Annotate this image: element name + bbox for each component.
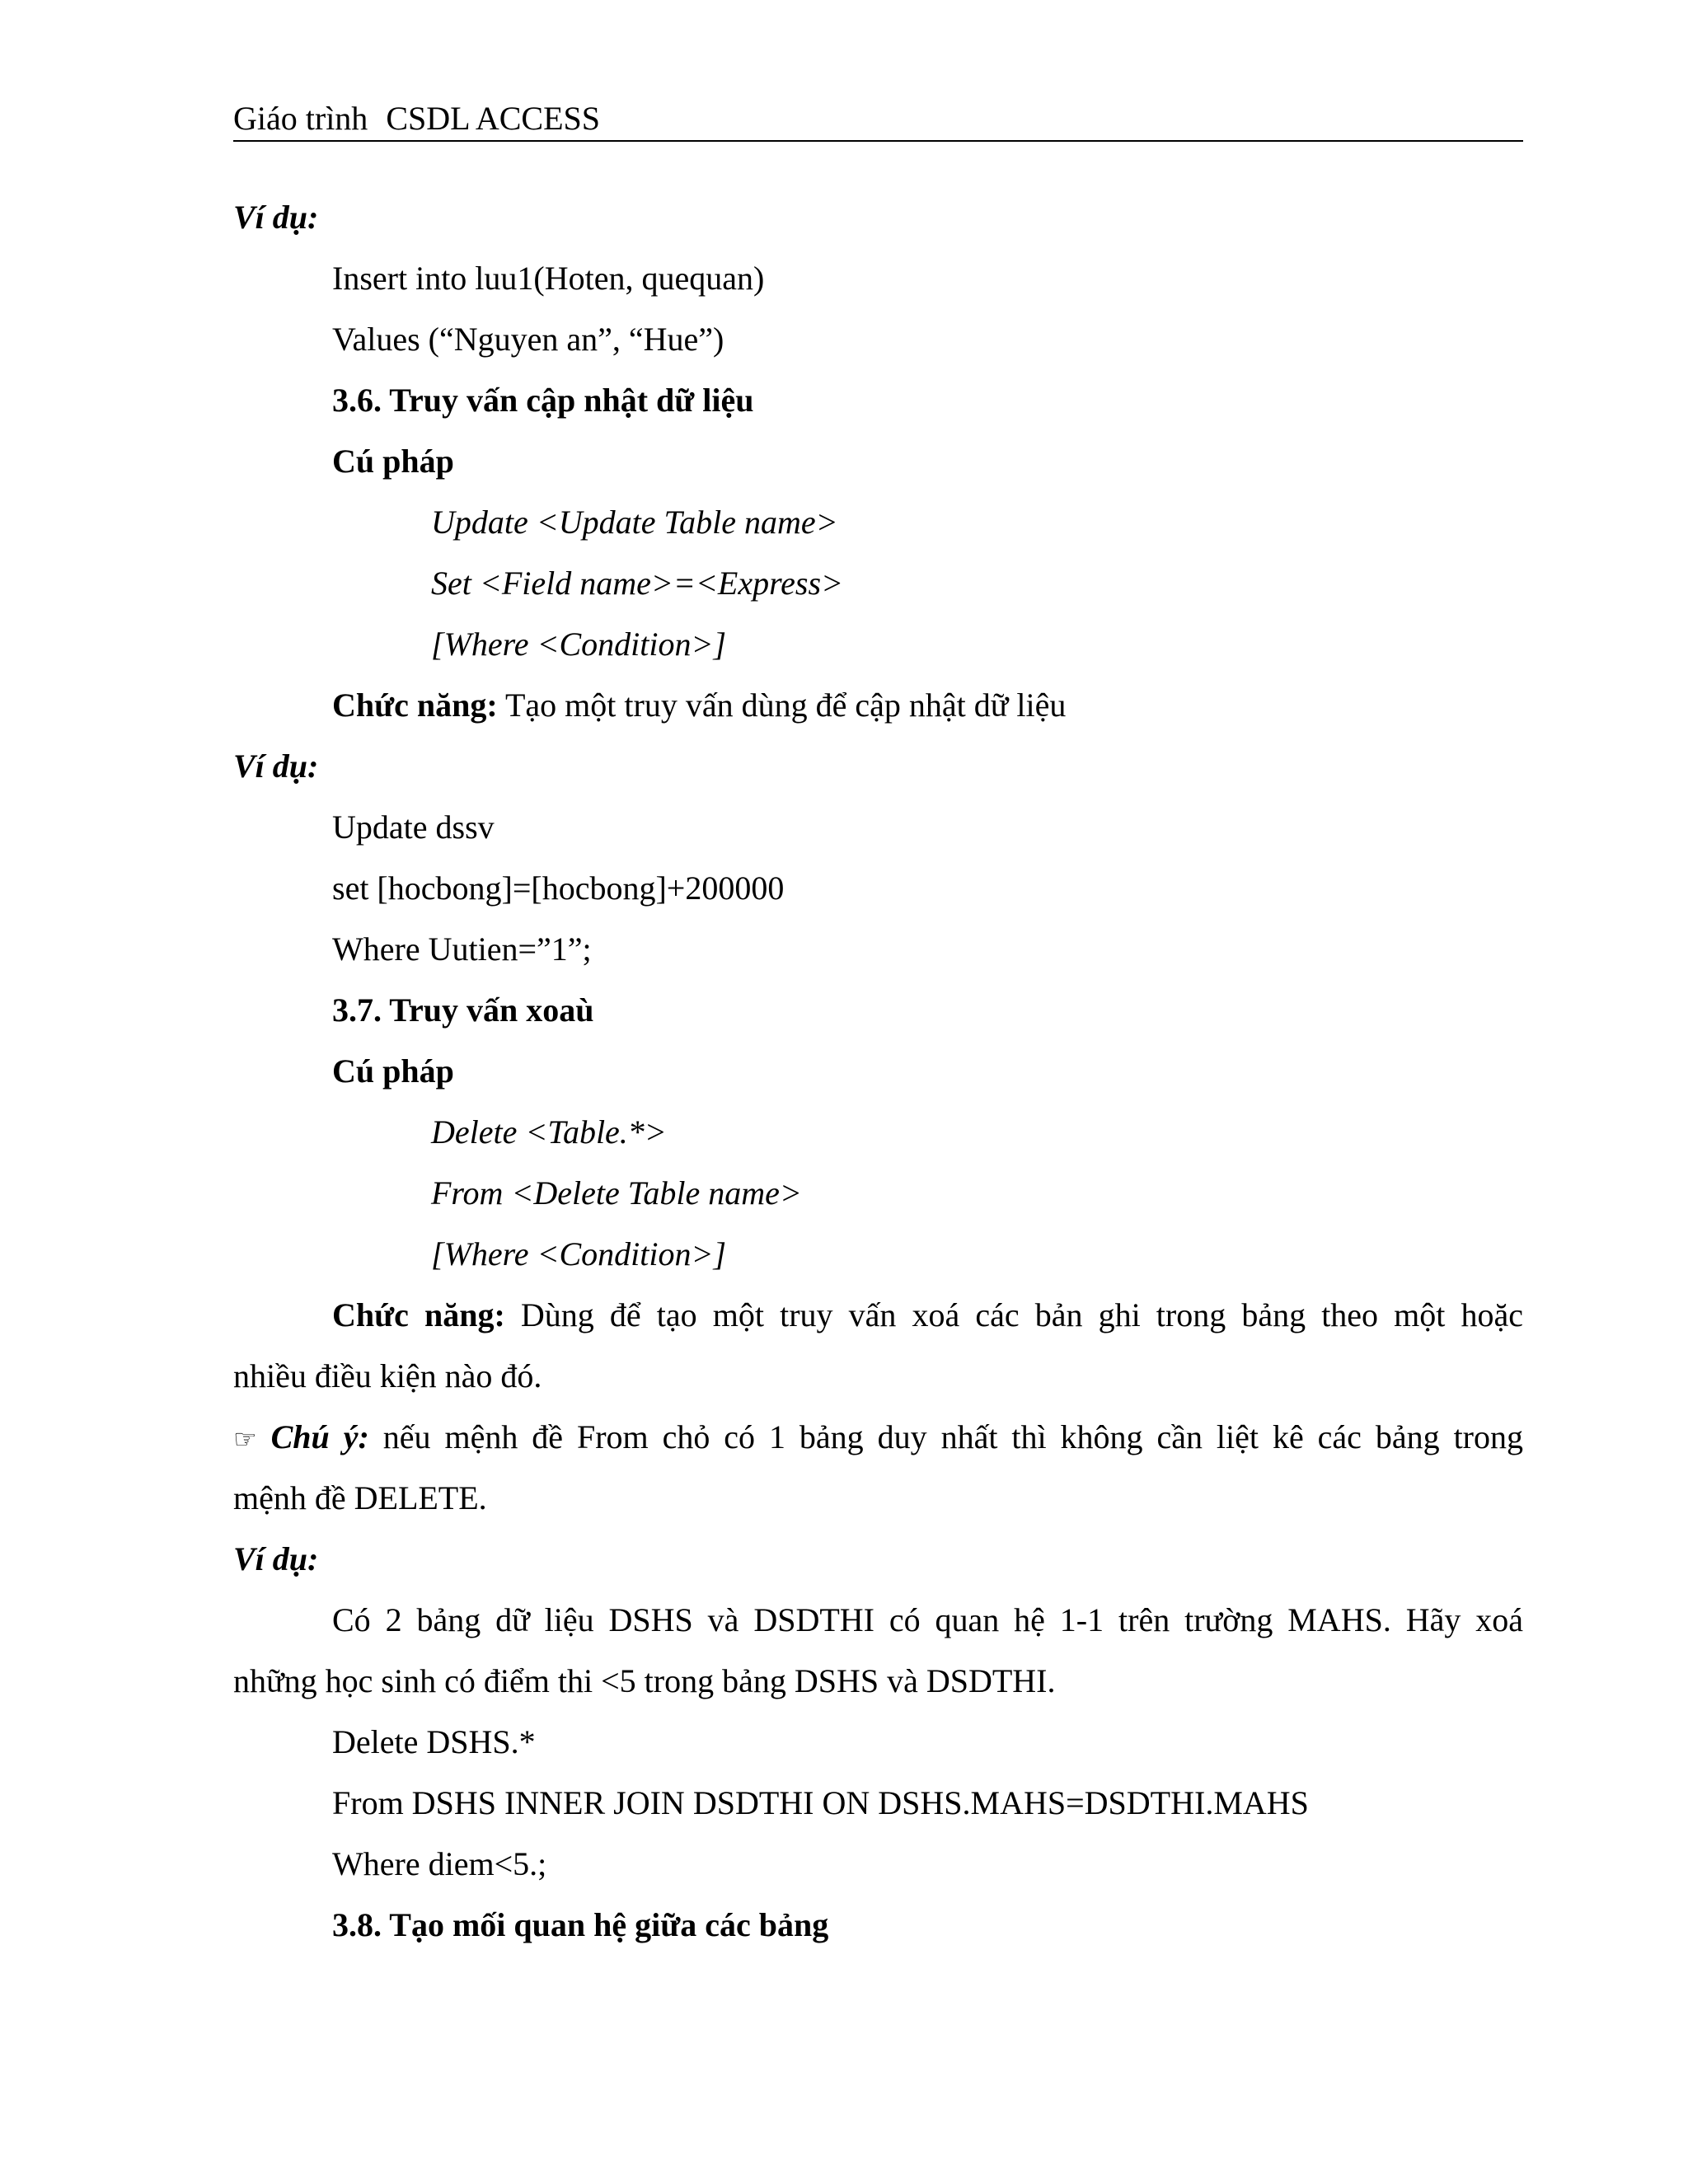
note-text-a: nếu mệnh đề From chỏ có 1 bảng duy nhất thì không cần liệt kê các bảng trong (368, 1418, 1524, 1455)
insert-line-1: Insert into luu1(Hoten, quequan) (332, 260, 765, 297)
delete-syntax-line-3: [Where <Condition>] (431, 1235, 727, 1272)
function-desc-1 (332, 684, 1066, 727)
syntax-label-1: Cú pháp (332, 443, 454, 480)
example-3-text-b: những học sinh có điểm thi <5 trong bảng DSHS và DSDTHI. (233, 1662, 1056, 1699)
section-3-8-title: 3.8. Tạo mối quan hệ giữa các bảng (332, 1906, 829, 1943)
example-label-1: Ví dụ: (233, 199, 319, 236)
section-3-7-title: 3.7. Truy vấn xoaù (332, 991, 594, 1029)
update-example-line-1: Update dssv (332, 808, 495, 846)
function-label-2: Chức năng: (332, 1296, 505, 1333)
delete-example-line-3: Where diem<5.; (332, 1845, 547, 1882)
syntax-label-2: Cú pháp (332, 1052, 454, 1090)
page-header (233, 97, 600, 140)
header-rule (233, 140, 1523, 142)
function-desc-2a (332, 1294, 1523, 1337)
note-label: Chú ý: (256, 1418, 369, 1455)
header-right: CSDL ACCESS (386, 100, 601, 137)
update-syntax-line-3: [Where <Condition>] (431, 626, 727, 663)
example-label-3: Ví dụ: (233, 1540, 319, 1577)
note-line-b: mệnh đề DELETE. (233, 1479, 487, 1516)
insert-line-2: Values (“Nguyen an”, “Hue”) (332, 321, 724, 358)
header-left: Giáo trình (233, 100, 368, 137)
section-3-6-title: 3.6. Truy vấn cập nhật dữ liệu (332, 382, 754, 419)
delete-example-line-2: From DSHS INNER JOIN DSDTHI ON DSHS.MAHS=DSDTHI.MAHS (332, 1784, 1309, 1821)
example-label-2: Ví dụ: (233, 748, 319, 785)
function-label-1: Chức năng: (332, 687, 498, 724)
delete-syntax-line-1: Delete <Table.*> (431, 1113, 667, 1151)
delete-syntax-line-2: From <Delete Table name> (431, 1174, 802, 1212)
function-text-2a: Dùng để tạo một truy vấn xoá các bản ghi trong bảng theo một hoặc (504, 1296, 1524, 1333)
delete-example-line-1: Delete DSHS.* (332, 1723, 536, 1760)
example-3-text-a: Có 2 bảng dữ liệu DSHS và DSDTHI có quan hệ 1-1 trên trường MAHS. Hãy xoá (332, 1601, 1523, 1638)
function-desc-2b: nhiều điều kiện nào đó. (233, 1357, 542, 1394)
function-text-1: Tạo một truy vấn dùng để cập nhật dữ liệu (497, 687, 1067, 724)
update-example-line-2: set [hocbong]=[hocbong]+200000 (332, 869, 785, 907)
note-line-a (233, 1416, 1523, 1460)
update-syntax-line-2: Set <Field name>=<Express> (431, 565, 844, 602)
pointing-hand-icon: ☞ (233, 1423, 257, 1455)
update-syntax-line-1: Update <Update Table name> (431, 504, 838, 541)
update-example-line-3: Where Uutien=”1”; (332, 930, 592, 968)
